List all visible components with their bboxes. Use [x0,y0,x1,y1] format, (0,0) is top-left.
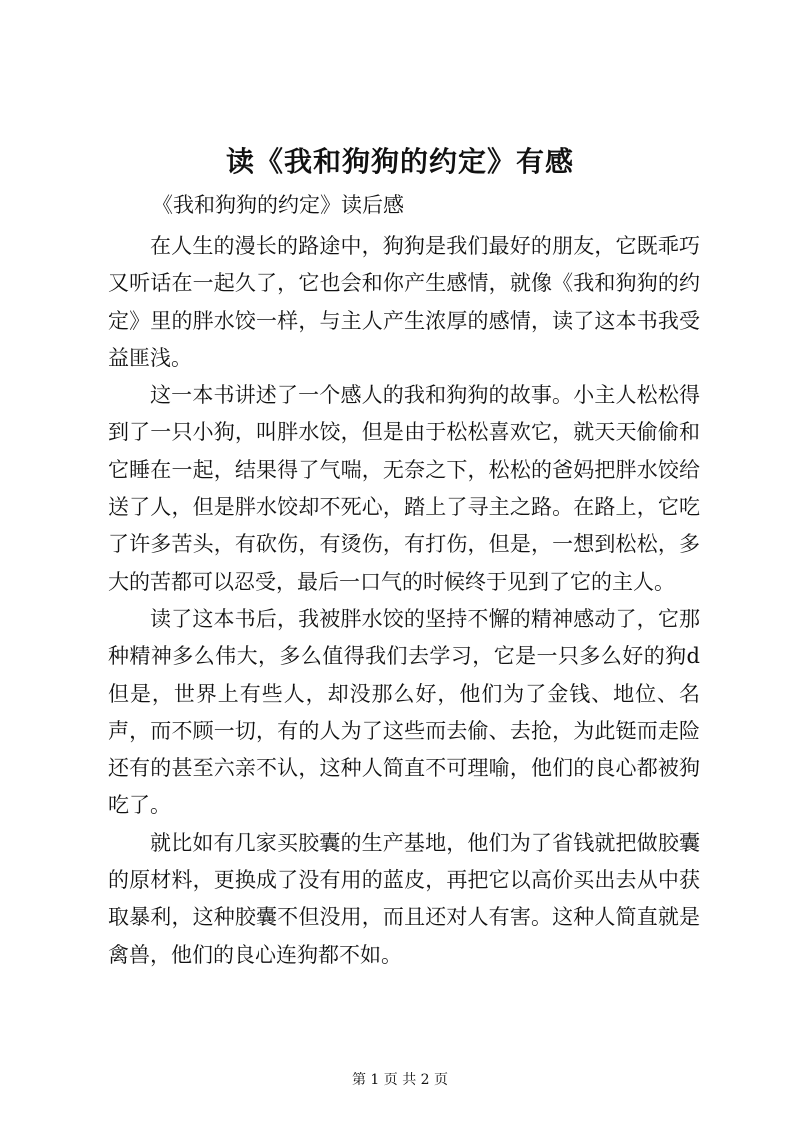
paragraph: 在人生的漫长的路途中，狗狗是我们最好的朋友，它既乖巧又听话在一起久了，它也会和你产生感情，就像《我和狗狗的约定》里的胖水饺一样，与主人产生浓厚的感情，读了这本书我受益匪浅。 [108,234,700,370]
page-footer: 第 1 页 共 2 页 [351,1072,449,1088]
document-title: 读《我和狗狗的约定》有感 [225,145,574,178]
paragraph: 这一本书讲述了一个感人的我和狗狗的故事。小主人松松得到了一只小狗，叫胖水饺，但是由于松松喜欢它，就天天偷偷和它睡在一起，结果得了气喘，无奈之下，松松的爸妈把胖水饺给送了人，但是胖水饺却不死心，踏上了寻主之路。在路上，它吃了许多苦头，有砍伤，有烫伤，有打伤，但是，一想到松松，多大的苦都可以忍受，最后一口气的时候终于见到了它的主人。 [108,383,700,594]
document-body [108,228,700,974]
paragraph: 就比如有几家买胶囊的生产基地，他们为了省钱就把做胶囊的原材料，更换成了没有用的蓝皮，再把它以高价买出去从中获取暴利，这种胶囊不但没用，而且还对人有害。这种人简直就是禽兽，他们的良心连狗都不如。 [108,830,700,967]
paragraph: 读了这本书后，我被胖水饺的坚持不懈的精神感动了，它那种精神多么伟大，多么值得我们去学习，它是一只多么好的狗d但是，世界上有些人，却没那么好，他们为了金钱、地位、名声，而不顾一切，有的人为了这些而去偷、去抢，为此铤而走险还有的甚至六亲不认，这种人简直不可理喻，他们的良心都被狗吃了。 [108,606,700,818]
document-subtitle: 《我和狗狗的约定》读后感 [152,193,404,217]
